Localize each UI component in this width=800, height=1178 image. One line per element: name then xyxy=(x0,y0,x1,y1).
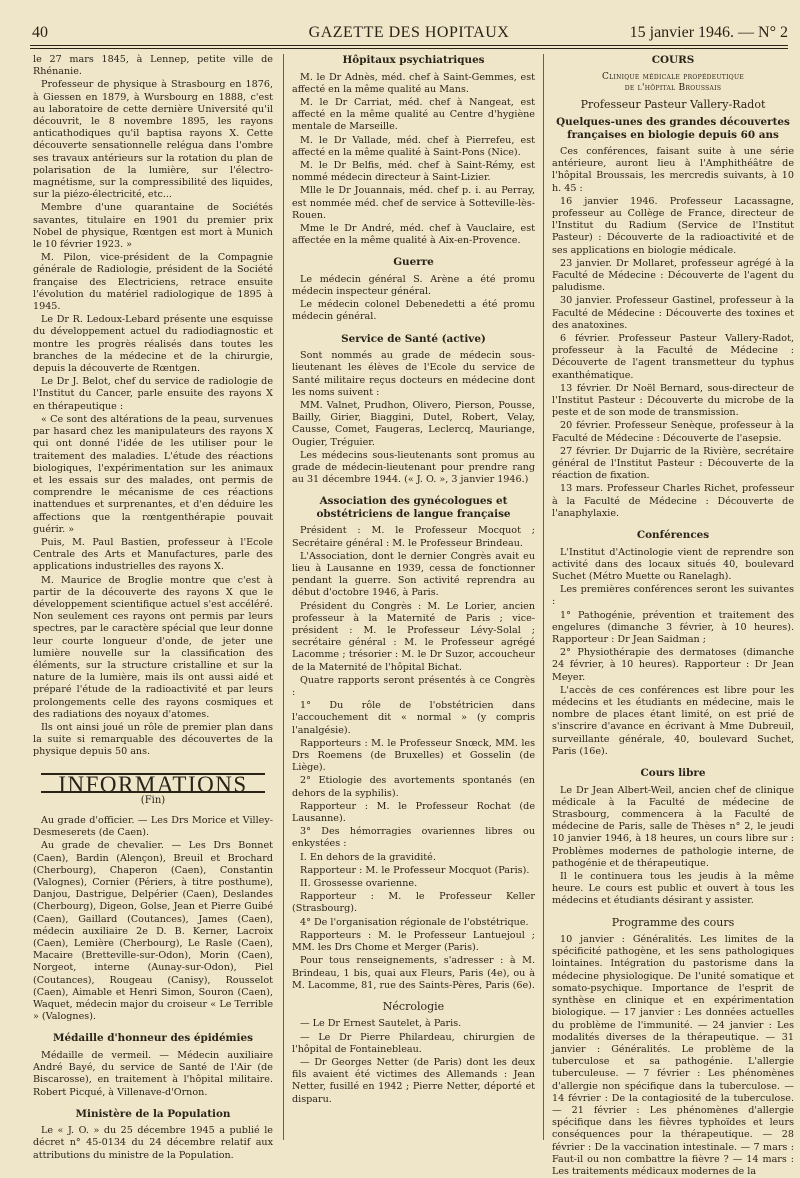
paragraph: L'Association, dont le dernier Congrès avait eu lieu à Lausanne en 1939, cessa de fonctionner pendant la guerre. Son activité reprendra au début d'octobre 1946, à Paris. xyxy=(292,550,535,599)
paragraph: M. le Dr Adnès, méd. chef à Saint-Gemmes, est affecté en la même qualité au Mans. xyxy=(292,71,535,95)
section-heading: Service de Santé (active) xyxy=(341,332,486,345)
paragraph: Rapporteur : M. le Professeur Rochat (de Lausanne). xyxy=(292,800,535,825)
paragraph: 10 janvier : Généralités. Les limites de la spécificité pathogène, et les sens pathologiques lointaines. Intégration du pastorisme dans la médecine physiologique. De l'unité somatique et somato-psychique. Importance de l'esprit de synthèse en clinique et en expérimentation biologique. — 17 janvier : Les données actuelles du problème de l'immunité. — 24 janvier : Les modalités diverses de la thérapeutique. — 31 janvier : Généralités. Le problème de la tuberculose et sa pathogénie. L'allergie tuberculeuse. — 7 février : Les phénomènes d'allergie non spécifique dans la tuberculose. — 14 février : De la contagiosité de la tuberculose. — 21 février : Les phénomènes d'allergie spécifique dans les fièvres typhoïdes et leurs conséquences pour la thérapeutique. — 28 février : De la vaccination intestinale. — 7 mars : Faut-il ou non combattre la fièvre ? — 14 mars : Les traitements médicaux modernes de la xyxy=(552,934,794,1177)
paragraph: L'Institut d'Actinologie vient de reprendre son activité dans des locaux situés 40, boulevard Suchet (Métro Muette ou Ranelagh). xyxy=(552,546,794,582)
paragraph: Pour tous renseignements, s'adresser : à M. Brindeau, 1 bis, quai aux Fleurs, Paris (4e), ou à M. Lacomme, 81, rue des Saints-Pères, Paris (6e). xyxy=(292,955,535,991)
clinique-name: Clinique médicale propédeutique xyxy=(601,71,745,82)
paragraph: 13 mars. Professeur Charles Richet, professeur à la Faculté de Médecine : Découverte de l'anaphylaxie. xyxy=(552,483,794,519)
paragraph: 1° Du rôle de l'obstétricien dans l'accouchement dit « normal » (y compris l'analgésie). xyxy=(292,700,535,736)
professor-name: Professeur Pasteur Vallery-Radot xyxy=(580,97,766,111)
journal-title: GAZETTE DES HOPITAUX xyxy=(308,24,510,41)
paragraph: « Ce sont des altérations de la peau, survenues par hasard chez les manipulateurs des rayons X qui ont donné l'idée de les utiliser pour le traitement des maladies. L'étude des réactions biologiques, l'expérimentation sur les animaux et les essais sur des malades, ont permis de comprendre le mécanisme de ces réactions inattendues et surprenantes, et d'en déduire les affections que la rœntgenthérapie pouvait guérir. » xyxy=(33,413,273,535)
column-2 xyxy=(292,54,535,1140)
paragraph: — Le Dr Pierre Philardeau, chirurgien de l'hôpital de Fontainebleau. xyxy=(292,1031,535,1055)
informations-subheading: (Fin) xyxy=(140,794,166,806)
section-heading: Cours libre xyxy=(640,767,706,780)
paragraph: M. le Dr Belfis, méd. chef à Saint-Rémy, est nommé médecin directeur à Saint-Lizier. xyxy=(292,159,535,184)
paragraph: II. Grossesse ovarienne. xyxy=(300,878,418,890)
paragraph: Médaille de vermeil. — Médecin auxiliaire André Bayé, du service de Santé de l'Air (de Biscarosse), en traitement à l'hôpital militaire. Robert Picqué, à Villenave-d'Ornon. xyxy=(33,1049,273,1098)
section-heading: COURS xyxy=(651,54,695,66)
paragraph: Quatre rapports seront présentés à ce Congrès : xyxy=(292,674,535,699)
section-heading: Conférences xyxy=(636,529,710,542)
paragraph: le 27 mars 1845, à Lennep, petite ville de Rhénanie. xyxy=(33,54,273,78)
paragraph: 13 février. Dr Noël Bernard, sous-directeur de l'Institut Pasteur : Découverte du microbe de la peste et de son mode de transmission. xyxy=(552,382,794,419)
column-1 xyxy=(33,54,273,1161)
paragraph: M. Maurice de Broglie montre que c'est à partir de la découverte des rayons X que le développement scientifique actuel s'est accéléré. Non seulement ces rayons ont permis par leurs spectres, par le caractère spécial que leur donne leur courte longueur d'onde, de jeter une lumière nouvelle sur la classification des éléments, sur la structure cristalline et sur la nature de la lumière, mais ils ont aussi aidé et préparé l'étude de la radioactivité et par leurs prolongements celle des rayons cosmiques et des radiations des noyaux d'atomes. xyxy=(33,574,273,720)
paragraph: Le « J. O. » du 25 décembre 1945 a publié le décret n° 45-0134 du 24 décembre relatif aux attributions du ministre de la Population. xyxy=(33,1125,273,1161)
paragraph: — Le Dr Ernest Sautelet, à Paris. xyxy=(300,1018,462,1030)
paragraph: Ils ont ainsi joué un rôle de premier plan dans la suite si remarquable des découvertes de la physique depuis 50 ans. xyxy=(33,721,273,758)
section-heading: Médaille d'honneur des épidémies xyxy=(53,1032,253,1045)
header-rule-thin xyxy=(30,48,788,49)
paragraph: 4° De l'organisation régionale de l'obstétrique. xyxy=(300,916,529,928)
paragraph: Professeur de physique à Strasbourg en 1876, à Giessen en 1879, à Wursbourg en 1888, c'est au laboratoire de cette dernière Université qu'il découvrit, le 8 novembre 1895, les rayons anticathodiques qu'il baptisa rayons X. Cette découverte sensationnelle relégua dans l'ombre ses travaux antérieurs sur la rotation du plan de polarisation de la lumière, sur l'électro-magnétisme, sur la compressibilité des liquides, sur la piézo-électricité, etc... xyxy=(33,79,273,201)
page-header xyxy=(30,24,788,44)
paragraph: MM. Valnet, Prudhon, Olivero, Pierson, Pousse, Bailly, Girier, Biaggini, Dutel, Robert, Velay, Causse, Comet, Faugeras, Leclercq, Mauriange, Ougier, Tréguier. xyxy=(292,399,535,448)
paragraph: 6 février. Professeur Pasteur Vallery-Radot, professeur à la Faculté de Médecine : Découverte de l'agent transmetteur du typhus exanthématique. xyxy=(552,333,794,381)
paragraph: Sont nommés au grade de médecin sous-lieutenant les élèves de l'Ecole du service de Santé militaire reçus docteurs en médecine dont les noms suivent : xyxy=(292,350,535,398)
column-divider xyxy=(543,54,544,1140)
paragraph: 23 janvier. Dr Mollaret, professeur agrégé à la Faculté de Médecine : Découverte de l'agent du paludisme. xyxy=(552,257,794,294)
paragraph: I. En dehors de la gravidité. xyxy=(300,851,436,863)
paragraph: Au grade de chevalier. — Les Drs Bonnet (Caen), Bardin (Alençon), Breuil et Brochard (Cherbourg), Chaperon (Caen), Constantin (Valognes), Cornier (Périers, à titre posthume), Danjou, Dastrigue, Delpérier (Caen), Deslandes (Cherbourg), Digeon, Golse, Jean et Pierre Guibé (Caen), Gaillard (Coutances), James (Caen), médecin auxiliaire 2e D. B. Kerner, Lacroix (Caen), Lemière (Cherbourg), Le Rasle (Caen), Macaire (Bretteville-sur-Odon), Morin (Caen), Norgeot, interne (Aunay-sur-Odon), Piel (Coutances), Rougeau (Canisy), Rousselot (Caen), Aimable et Henri Simon, Souron (Caen), Waquet, médecin major du croiseur « Le Terrible » (Valognes). xyxy=(33,840,273,1023)
paragraph: M. le Dr Carriat, méd. chef à Nangeat, est affecté en la même qualité au Centre d'hygiène mentale de Marseille. xyxy=(292,96,535,133)
paragraph: 20 février. Professeur Senèque, professeur à la Faculté de Médecine : Découverte de l'asepsie. xyxy=(552,420,794,444)
paragraph: 1° Pathogénie, prévention et traitement des engelures (dimanche 3 février, à 10 heures). Rapporteur : Dr Jean Saidman ; xyxy=(552,609,794,646)
section-heading: Ministère de la Population xyxy=(75,1107,231,1120)
section-heading: Association des gynécologues et obstétriciens de langue française xyxy=(316,495,511,520)
paragraph: — Dr Georges Netter (de Paris) dont les deux fils avaient été victimes des Allemands : Jean Netter, fusillé en 1942 ; Pierre Netter, déporté et disparu. xyxy=(292,1057,535,1105)
paragraph: Puis, M. Paul Bastien, professeur à l'Ecole Centrale des Arts et Manufactures, parle des applications industrielles des rayons X. xyxy=(33,536,273,573)
paragraph: 16 janvier 1946. Professeur Lacassagne, professeur au Collège de France, directeur de l'Institut du Radium (Service de l'Institut Pasteur) : Découverte de la radioactivité et de ses applications en biologie médicale. xyxy=(552,195,794,256)
paragraph: Le Dr J. Belot, chef du service de radiologie de l'Institut du Cancer, parle ensuite des rayons X en thérapeutique : xyxy=(33,376,273,412)
paragraph: Au grade d'officier. — Les Drs Morice et Villey-Desmeserets (de Caen). xyxy=(33,814,273,839)
paragraph: Le Dr R. Ledoux-Lebard présente une esquisse du développement actuel du radiodiagnostic et montre les progrès réalisés dans toutes les branches de la médecine et de la chirurgie, depuis la découverte de Rœntgen. xyxy=(33,314,273,375)
paragraph: Le médecin général S. Arène a été promu médecin inspecteur général. xyxy=(292,273,535,298)
paragraph: Le Dr Jean Albert-Weil, ancien chef de clinique médicale à la Faculté de médecine de Strasbourg, commencera à la Faculté de médecine de Paris, salle de Thèses n° 2, le jeudi 10 janvier 1946, à 18 heures, un cours libre sur : Problèmes modernes de pathologie interne, de pathogénie et de thérapeutique. xyxy=(552,784,794,869)
paragraph: Mlle le Dr Jouannais, méd. chef p. i. au Perray, est nommée méd. chef de service à Sotteville-lès-Rouen. xyxy=(292,185,535,221)
paragraph: M. le Dr Vallade, méd. chef à Pierrefeu, est affecté en la même qualité à Saint-Pons (Nice). xyxy=(292,134,535,158)
paragraph: Membre d'une quarantaine de Sociétés savantes, titulaire en 1901 du premier prix Nobel de physique, Rœntgen est mort à Munich le 10 février 1923. » xyxy=(33,202,273,251)
paragraph: Ces conférences, faisant suite à une série antérieure, auront lieu à l'Amphithéâtre de l'hôpital Broussais, les mercredis suivants, à 10 h. 45 : xyxy=(552,146,794,194)
section-heading: Hôpitaux psychiatriques xyxy=(342,54,485,66)
paragraph: M. Pilon, vice-président de la Compagnie générale de Radiologie, président de la Société française des Electriciens, retrace ensuite l'évolution du matériel radiologique de 1895 à 1945. xyxy=(33,252,273,313)
section-heading: Nécrologie xyxy=(382,999,445,1013)
paragraph: 2° Physiothérapie des dermatoses (dimanche 24 février, à 10 heures). Rapporteur : Dr Jean Meyer. xyxy=(552,647,794,683)
column-divider xyxy=(283,54,284,1140)
page-number: 40 xyxy=(32,24,48,41)
paragraph: 30 janvier. Professeur Gastinel, professeur à la Faculté de Médecine : Découverte des toxines et des anatoxines. xyxy=(552,295,794,331)
paragraph: Rapporteur : M. le Professeur Keller (Strasbourg). xyxy=(292,891,535,915)
paragraph: Président du Congrès : M. Le Lorier, ancien professeur à la Maternité de Paris ; vice-président : M. le Professeur Lévy-Solal ; secrétaire général : M. le Professeur agrégé Lacomme ; trésorier : M. le Dr Suzor, accoucheur de la Maternité de l'hôpital Bichat. xyxy=(292,600,535,673)
paragraph: 27 février. Dr Dujarric de la Rivière, secrétaire général de l'Institut Pasteur : Découverte de la réaction de fixation. xyxy=(552,445,794,482)
paragraph: Président : M. le Professeur Mocquot ; Secrétaire général : M. le Professeur Brindeau. xyxy=(292,525,535,549)
paragraph: Rapporteur : M. le Professeur Mocquot (Paris). xyxy=(300,864,530,876)
column-3 xyxy=(552,54,794,1177)
paragraph: 3° Des hémorragies ovariennes libres ou enkystées : xyxy=(292,826,535,850)
paragraph: Les médecins sous-lieutenants sont promus au grade de médecin-lieutenant pour prendre rang au 31 décembre 1944. (« J. O. », 3 janvier 1946.) xyxy=(292,449,535,486)
paragraph: Rapporteurs : M. le Professeur Lantuejoul ; MM. les Drs Chome et Merger (Paris). xyxy=(292,929,535,954)
paragraph: Les premières conférences seront les suivantes : xyxy=(552,584,794,608)
section-heading: Guerre xyxy=(393,256,434,269)
issue-date: 15 janvier 1946. — N° 2 xyxy=(629,24,788,41)
header-rule xyxy=(30,45,788,46)
paragraph: L'accès de ces conférences est libre pour les médecins et les étudiants en médecine, mais le nombre de places étant limité, on est prié de s'inscrire d'avance en écrivant à Mme Dubreuil, surveillante générale, 40, boulevard Suchet, Paris (16e). xyxy=(552,684,794,757)
paragraph: Mme le Dr André, méd. chef à Vauclaire, est affectée en la même qualité à Aix-en-Provence. xyxy=(292,222,535,247)
paragraph: Il le continuera tous les jeudis à la même heure. Le cours est public et ouvert à tous les médecins et étudiants désirant y assister. xyxy=(552,870,794,907)
section-heading: Programme des cours xyxy=(611,915,735,929)
section-heading: Quelques-unes des grandes découvertes françaises en biologie depuis 60 ans xyxy=(556,116,790,141)
clinique-name: de l'hôpital Broussais xyxy=(624,82,722,93)
informations-heading: INFORMATIONS xyxy=(41,773,265,793)
paragraph: Le médecin colonel Debenedetti a été promu médecin général. xyxy=(292,299,535,323)
paragraph: 2° Etiologie des avortements spontanés (en dehors de la syphilis). xyxy=(292,775,535,799)
paragraph: Rapporteurs : M. le Professeur Snœck, MM. les Drs Roemens (de Bruxelles) et Gosselin (de Liège). xyxy=(292,737,535,774)
